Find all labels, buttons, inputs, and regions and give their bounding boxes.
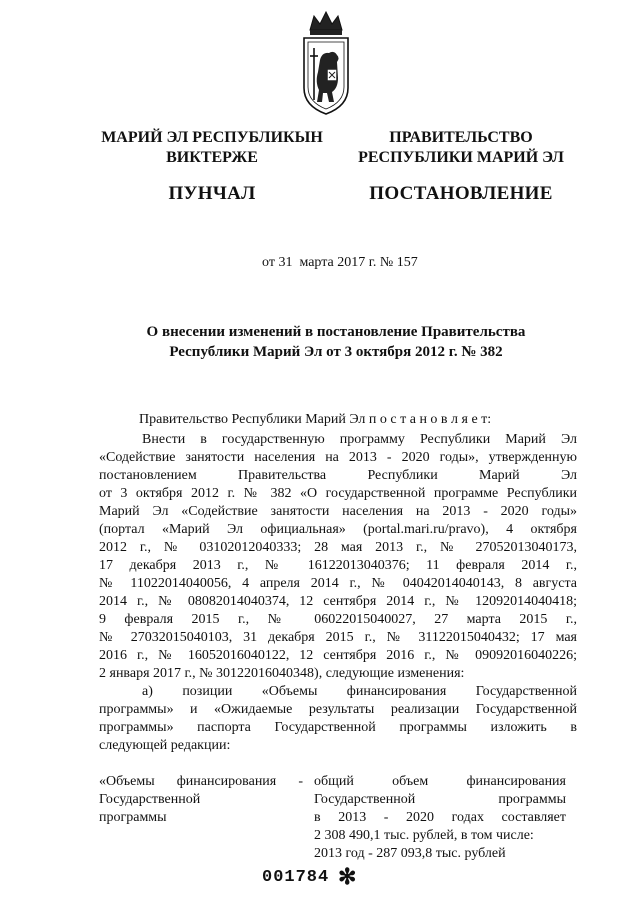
body-line: постановлением Правительства Республики Марий Эл <box>99 468 577 483</box>
header-left <box>96 128 328 204</box>
table-left-line: Государственной <box>99 792 201 807</box>
table-right-line: в 2013 - 2020 годах составляет <box>314 810 566 825</box>
header-right-doc-type: ПОСТАНОВЛЕНИЕ <box>369 183 553 204</box>
body-line: 2016 г., № 16052016040122, 12 сентября 2016 г., № 09092016040226; <box>99 648 577 663</box>
body-line: Марий Эл «Содействие занятости населения на 2013 - 2020 годы» <box>99 504 577 519</box>
header-left-line1: МАРИЙ ЭЛ РЕСПУБЛИКЫН <box>101 129 323 146</box>
body-line: «Содействие занятости населения на 2013 - 2020 годы», утвержденную <box>99 450 577 465</box>
body-line: № 27032015040103, 31 декабря 2015 г., № 31122015040432; 17 мая <box>99 630 577 645</box>
header-right-line2: РЕСПУБЛИКИ МАРИЙ ЭЛ <box>358 149 564 166</box>
body-line: 2014 г., № 08082014040374, 12 сентября 2014 г., № 12092014040418; <box>99 594 577 609</box>
serial-number: 001784 <box>262 868 330 887</box>
body-line: 17 декабря 2013 г., № 16122013040376; 11 февраля 2014 г., <box>99 558 577 573</box>
header-right <box>346 128 576 204</box>
date-prefix: от <box>262 255 279 270</box>
table-right-line: общий объем финансирования <box>314 774 566 789</box>
asterisk-mark-icon: ✻ <box>338 864 357 889</box>
body-line: 2 января 2017 г., № 30122016040348), следующие изменения: <box>99 666 465 681</box>
date-month-year: марта 2017 г. № <box>292 255 397 270</box>
table-right-line: 2013 год - 287 093,8 тыс. рублей <box>314 846 506 861</box>
table-right-cell <box>314 773 566 863</box>
body-line: программы» паспорта Государственной программы изложить в <box>99 720 577 735</box>
body-line: программы» и «Ожидаемые результаты реализации Государственной <box>99 702 577 717</box>
date-day: 31 <box>278 255 293 270</box>
table-left-cell <box>99 773 303 827</box>
body-line: 9 февраля 2015 г., № 06022015040027, 27 марта 2015 г., <box>99 612 577 627</box>
table-left-line: «Объемы финансирования - <box>99 774 303 789</box>
body-line: Внести в государственную программу Республики Марий Эл <box>142 432 577 447</box>
title-line1: О внесении изменений в постановление Правительства <box>146 324 526 340</box>
table-right-line: 2 308 490,1 тыс. рублей, в том числе: <box>314 828 534 843</box>
header-left-doc-type: ПУНЧАЛ <box>168 183 256 204</box>
header-left-line2: ВИКТЕРЖЕ <box>166 149 258 166</box>
body-line: № 11022014040056, 4 апреля 2014 г., № 04042014040143, 8 августа <box>99 576 577 591</box>
body-line: 2012 г., № 03102012040333; 28 мая 2013 г., № 27052013040173, <box>99 540 577 555</box>
document-date-number <box>262 255 418 271</box>
body-line: (портал «Марий Эл официальная» (portal.mari.ru/pravo), 4 октября <box>99 522 577 537</box>
table-right-line: Государственной программы <box>314 792 566 807</box>
intro-paragraph: Правительство Республики Марий Эл п о с т а н о в л я е т: <box>139 412 492 427</box>
document-number: 157 <box>396 255 418 270</box>
body-line: от 3 октября 2012 г. № 382 «О государственной программе Республики <box>99 486 577 501</box>
document-title <box>96 322 576 362</box>
header-right-line1: ПРАВИТЕЛЬСТВО <box>389 129 533 146</box>
coat-of-arms-emblem <box>296 8 356 118</box>
title-line2: Республики Марий Эл от 3 октября 2012 г. № 382 <box>169 344 503 360</box>
table-left-line: программы <box>99 810 167 825</box>
body-line: следующей редакции: <box>99 738 231 753</box>
body-line: а) позиции «Объемы финансирования Государственной <box>142 684 577 699</box>
